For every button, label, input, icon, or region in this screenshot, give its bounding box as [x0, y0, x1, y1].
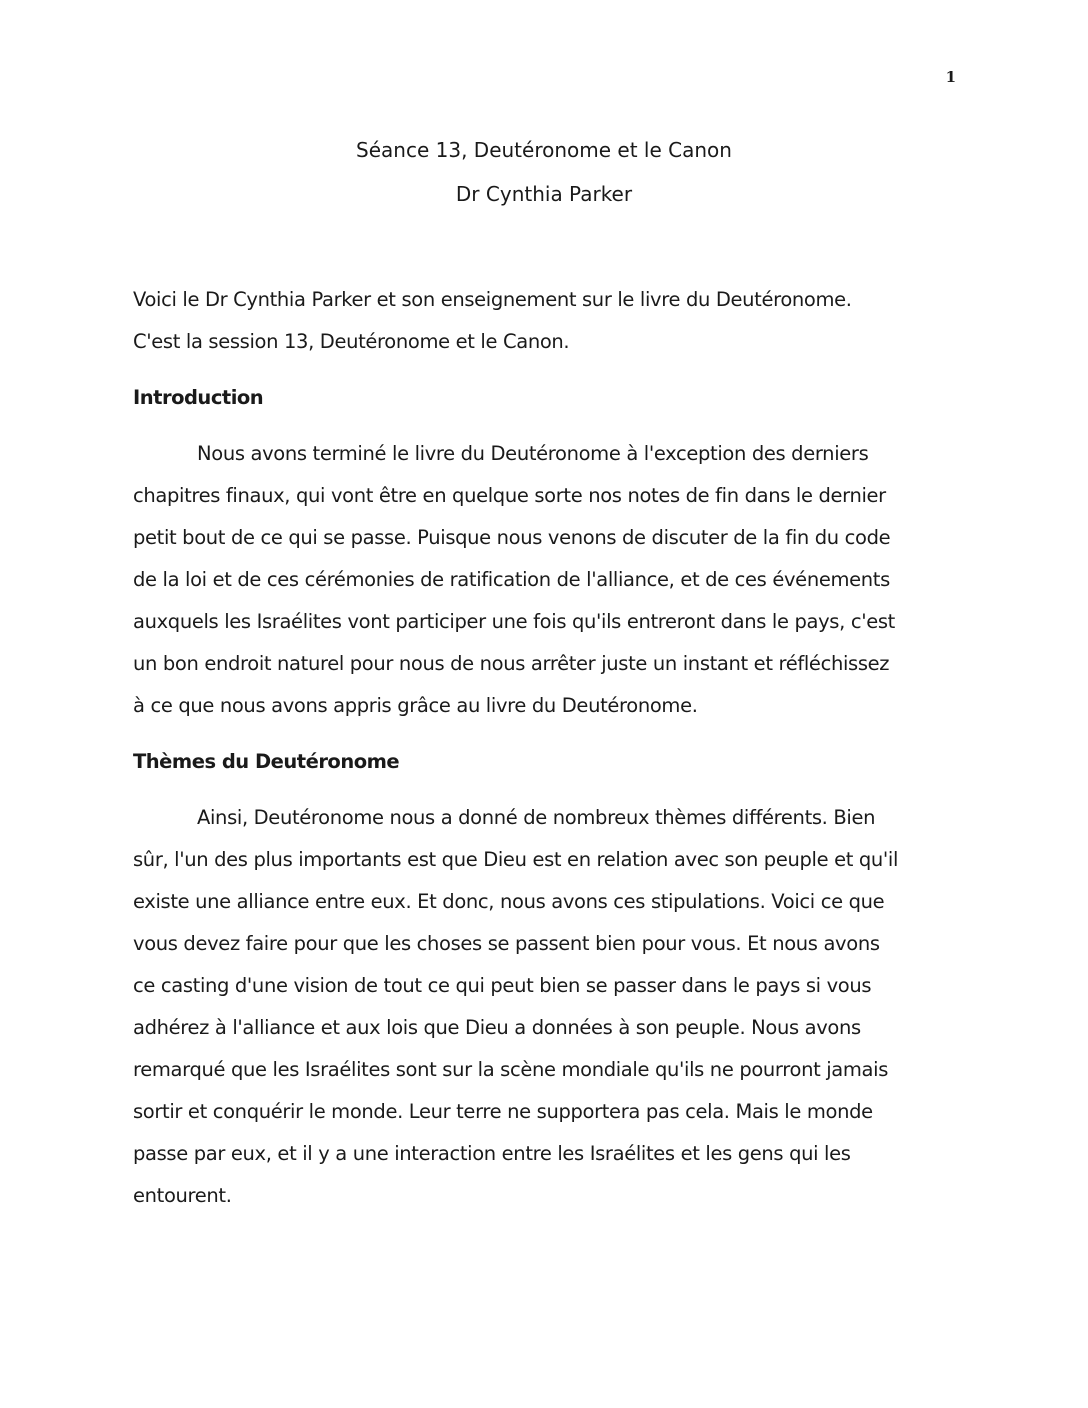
- paragraph-line: adhérez à l'alliance et aux lois que Dieu a données à son peuple. Nous avons: [133, 1016, 861, 1039]
- paragraph-line: Nous avons terminé le livre du Deutéronome à l'exception des derniers: [197, 442, 869, 465]
- paragraph-line: sortir et conquérir le monde. Leur terre ne supportera pas cela. Mais le monde: [133, 1100, 873, 1123]
- paragraph-line: remarqué que les Israélites sont sur la scène mondiale qu'ils ne pourront jamais: [133, 1058, 889, 1081]
- paragraph-line: sûr, l'un des plus importants est que Dieu est en relation avec son peuple et qu'il: [133, 848, 899, 871]
- title-block: [0, 128, 1088, 216]
- section-paragraph: [133, 433, 959, 727]
- paragraph-line: passe par eux, et il y a une interaction entre les Israélites et les gens qui les: [133, 1142, 851, 1165]
- paragraph-line: petit bout de ce qui se passe. Puisque nous venons de discuter de la fin du code: [133, 526, 891, 549]
- paragraph-line: auxquels les Israélites vont participer une fois qu'ils entreront dans le pays, c'est: [133, 610, 895, 633]
- page-number: 1: [945, 68, 956, 86]
- paragraph-line: vous devez faire pour que les choses se passent bien pour vous. Et nous avons: [133, 932, 880, 955]
- paragraph-line: à ce que nous avons appris grâce au livre du Deutéronome.: [133, 694, 698, 717]
- document-body: [133, 279, 959, 1217]
- section-introduction: [133, 377, 959, 727]
- paragraph-line: chapitres finaux, qui vont être en quelque sorte nos notes de fin dans le dernier: [133, 484, 886, 507]
- paragraph-line: un bon endroit naturel pour nous de nous arrêter juste un instant et réfléchissez: [133, 652, 890, 675]
- document-title: Séance 13, Deutéronome et le Canon: [356, 138, 732, 162]
- paragraph-line: entourent.: [133, 1184, 232, 1207]
- document-author: Dr Cynthia Parker: [455, 182, 633, 206]
- paragraph-line: ce casting d'une vision de tout ce qui peut bien se passer dans le pays si vous: [133, 974, 872, 997]
- intro-paragraph: [133, 279, 959, 363]
- section-heading: Introduction: [133, 386, 264, 409]
- section-themes: [133, 741, 959, 1217]
- intro-line: Voici le Dr Cynthia Parker et son enseignement sur le livre du Deutéronome.: [133, 288, 852, 311]
- intro-line: C'est la session 13, Deutéronome et le Canon.: [133, 330, 570, 353]
- paragraph-line: Ainsi, Deutéronome nous a donné de nombreux thèmes différents. Bien: [197, 806, 876, 829]
- section-paragraph: [133, 797, 959, 1217]
- section-heading: Thèmes du Deutéronome: [133, 750, 400, 773]
- paragraph-line: de la loi et de ces cérémonies de ratification de l'alliance, et de ces événements: [133, 568, 890, 591]
- paragraph-line: existe une alliance entre eux. Et donc, nous avons ces stipulations. Voici ce que: [133, 890, 885, 913]
